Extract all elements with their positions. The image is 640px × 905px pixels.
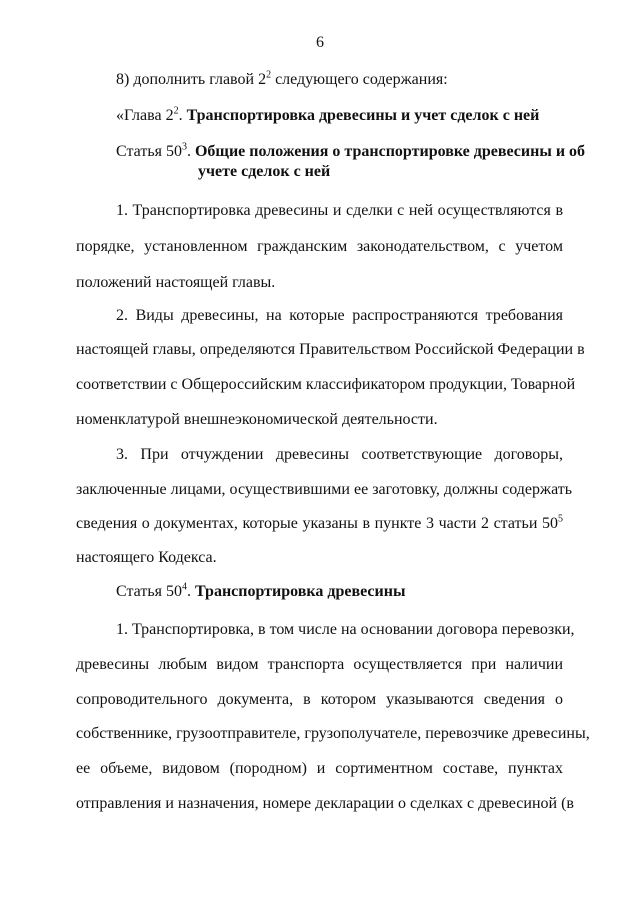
p1-line-2: порядке, установленном гражданским законодательством, с учетом	[76, 238, 563, 255]
p3-superscript: 5	[558, 513, 563, 525]
p4-line-6: отправления и назначения, номере декларации о сделках с древесиной (в	[76, 795, 574, 812]
article-50-4-dot: .	[186, 583, 195, 600]
article-50-3-title: Общие положения о транспортировке древесины и об	[194, 143, 586, 160]
chapter-heading	[116, 106, 539, 126]
chapter-label: «Глава 2	[116, 107, 174, 124]
article-50-3-superscript: 3	[181, 141, 187, 153]
p3-line-3-text: сведения о документах, которые указаны в пункте 3 части 2 статьи 50	[76, 515, 558, 532]
p4-line-3: сопроводительного документа, в котором указываются сведения о	[76, 691, 563, 708]
article-50-4-superscript: 4	[181, 581, 187, 593]
p1-line-3: положений настоящей главы.	[76, 274, 276, 291]
article-50-3-title-cont: учете сделок с ней	[198, 163, 331, 180]
p3-line-2: заключенные лицами, осуществившими ее заготовку, должны содержать	[76, 481, 573, 498]
article-50-3-dot: .	[186, 143, 195, 160]
intro-text: 8) дополнить главой 2	[116, 71, 267, 88]
p4-line-2: древесины любым видом транспорта осуществляется при наличии	[76, 656, 563, 673]
chapter-title: Транспортировка древесины и учет сделок с ней	[186, 107, 540, 124]
chapter-superscript: 2	[173, 105, 179, 117]
chapter-dot: .	[178, 107, 187, 124]
p4-line-1: 1. Транспортировка, в том числе на основании договора перевозки,	[116, 621, 575, 638]
p2-line-1: 2. Виды древесины, на которые распространяются требования	[116, 307, 563, 324]
article-50-4-heading	[116, 582, 405, 602]
p2-line-3: соответствии с Общероссийским классификатором продукции, Товарной	[76, 376, 576, 393]
p2-line-4: номенклатурой внешнеэкономической деятельности.	[76, 411, 438, 428]
article-50-3-heading	[116, 142, 585, 162]
p4-line-5: ее объеме, видовом (породном) и сортиментном составе, пунктах	[76, 760, 563, 777]
intro-text-end: следующего содержания:	[271, 71, 448, 88]
intro-line	[116, 70, 448, 90]
p3-line-3	[76, 514, 563, 534]
intro-superscript: 2	[266, 69, 272, 81]
p1-line-1: 1. Транспортировка древесины и сделки с ней осуществляются в	[116, 202, 563, 219]
p4-line-4: собственнике, грузоотправителе, грузополучателе, перевозчике древесины,	[76, 725, 590, 742]
article-50-4-title: Транспортировка древесины	[194, 583, 406, 600]
article-50-3-heading-cont	[198, 162, 330, 182]
p2-line-2: настоящей главы, определяются Правительством Российской Федерации в	[76, 341, 585, 358]
p3-line-1: 3. При отчуждении древесины соответствующие договоры,	[116, 446, 563, 463]
p3-line-4: настоящего Кодекса.	[76, 549, 217, 566]
page-number: 6	[316, 34, 324, 51]
article-50-4-label: Статья 50	[116, 583, 182, 600]
article-50-3-label: Статья 50	[116, 143, 182, 160]
